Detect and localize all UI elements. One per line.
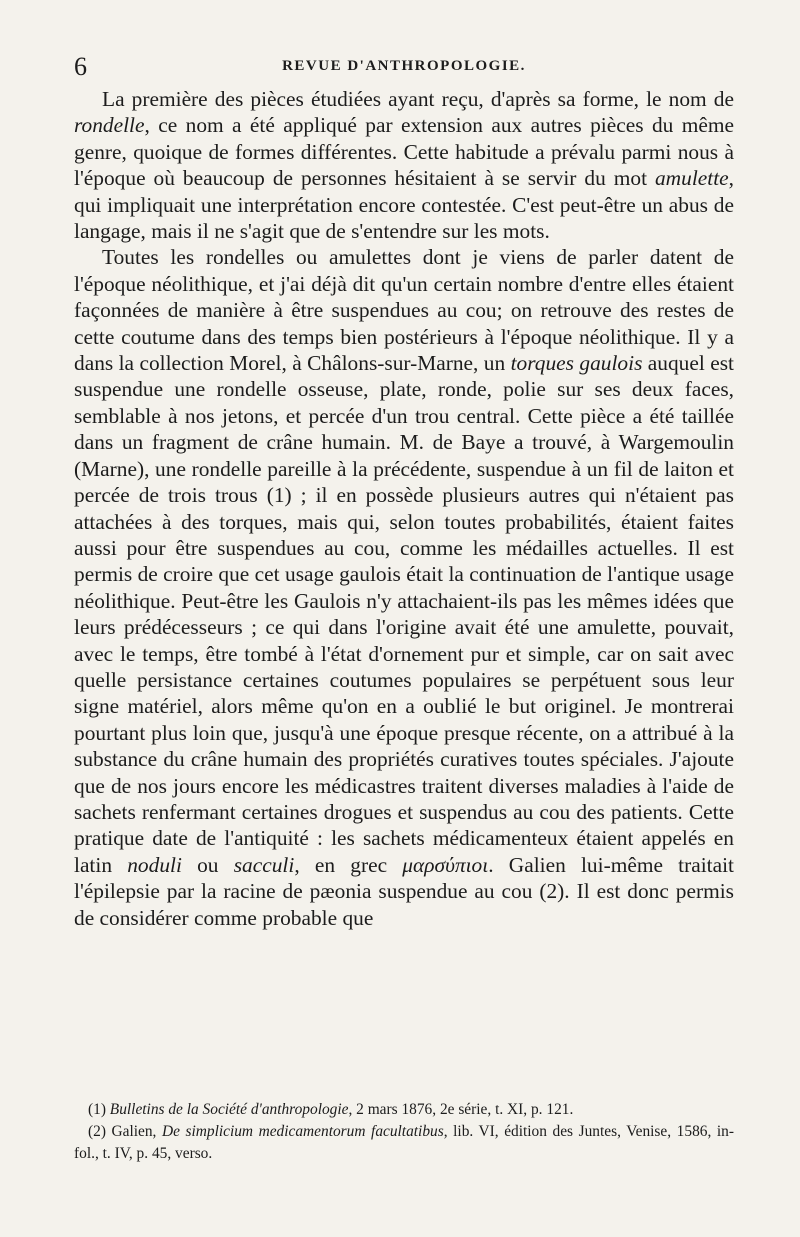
text-run: , qui impliquait une interprétation encore contestée. C'est peut-être un abus de langage, mais il ne s'agit que de s'entendre sur les mots. (74, 166, 734, 244)
italic-text: amulette (654, 166, 729, 191)
text-run: , ce nom a été appliqué par extension aux autres pièces du même genre, quoique de formes différentes. Cette habitude a prévalu parmi nous à l'époque où beaucoup de personnes hésitaient à se servir du mot (74, 113, 734, 191)
italic-text: rondelle (74, 113, 145, 138)
text-run: ou (181, 852, 234, 877)
italic-text: Bulletins de la Société d'anthropologie (109, 1101, 349, 1118)
footnote-2 (74, 1121, 734, 1165)
italic-text: sacculi (233, 852, 295, 877)
page-header (74, 52, 734, 82)
body-text (74, 86, 734, 931)
text-run: Toutes les rondelles ou amulettes dont je viens de parler datent de l'époque néolithique, et j'ai déjà dit qu'un certain nombre d'entre elles étaient façonnées de manière à être suspendues au cou; on retrouve des restes de cette coutume dans des temps bien postérieurs à l'époque néolithique. Il y a dans la collection Morel, à Châlons-sur-Marne, un (74, 245, 734, 376)
running-title: REVUE D'ANTHROPOLOGIE. (282, 58, 526, 74)
italic-text: De simplicium medicamentorum facultatibus (161, 1123, 444, 1140)
italic-text: torques gaulois (510, 351, 643, 376)
italic-text: noduli (127, 852, 182, 877)
text-run: La première des pièces étudiées ayant reçu, d'après sa forme, le nom de (102, 87, 734, 111)
text-run: . Galien lui-même traitait l'épilepsie par la racine de pæonia suspendue au cou (2). Il est donc permis de considérer comme probable que (74, 852, 734, 930)
footnotes (74, 1099, 734, 1165)
text-run: , lib. VI, édition des Juntes, Venise, 1586, in-fol., t. IV, p. 45, verso. (74, 1123, 734, 1162)
text-run: (2) Galien, (88, 1123, 162, 1140)
text-run: (1) (88, 1101, 110, 1118)
italic-text: μαρσύπιοι (402, 852, 489, 877)
text-run: , en grec (294, 852, 403, 877)
text-run: auquel est suspendue une rondelle osseuse, plate, ronde, polie sur ses deux faces, semblable à nos jetons, et percée d'un trou central. Cette pièce a été taillée dans un fragment de crâne humain. M. de Baye a trouvé, à Wargemoulin (Marne), une rondelle pareille à la précédente, suspendue à un fil de laiton et percée de trois trous (1) ; il en possède plusieurs autres qui n'étaient pas attachées à des torques, mais qui, selon toutes probabilités, étaient faites aussi pour être suspendues au cou, comme les médailles actuelles. Il est permis de croire que cet usage gaulois était la continuation de l'antique usage néolithique. Peut-être les Gaulois n'y attachaient-ils pas les mêmes idées que leurs prédécesseurs ; ce qui dans l'origine avait été une amulette, pouvait, avec le temps, être tombé à l'état d'ornement pur et simple, car on sait avec quelle persistance certaines coutumes populaires se perpétuent sous leur signe matériel, alors même qu'on en a oublié le but originel. Je montrerai pourtant plus loin que, jusqu'à une époque presque récente, on a attribué à la substance du crâne humain des propriétés curatives toutes spéciales. J'ajoute que de nos jours encore les médicastres traitent diverses maladies à l'aide de sachets renfermant certaines drogues et suspendus au cou des patients. Cette pratique date de l'antiquité : les sachets médicamenteux étaient appelés en latin (74, 351, 734, 877)
footnote-1 (74, 1099, 734, 1121)
text-run: , 2 mars 1876, 2e série, t. XI, p. 121. (348, 1101, 574, 1118)
paragraph-1 (74, 86, 734, 244)
page-number: 6 (74, 52, 87, 81)
paragraph-2 (74, 244, 734, 931)
